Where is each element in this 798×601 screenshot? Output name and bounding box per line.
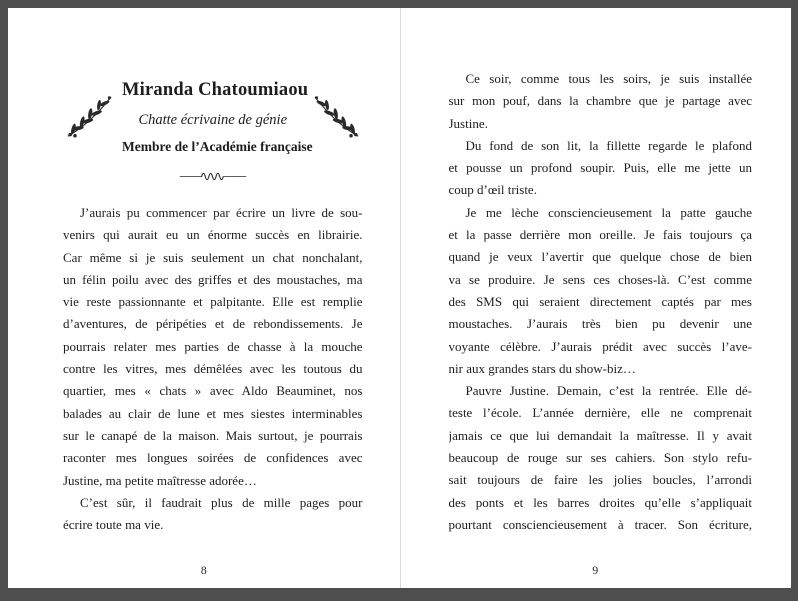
paragraph [449, 135, 753, 202]
text-line: Justine. [448, 115, 488, 131]
text-line: voyante célèbre. J’aurais prédit avec succès l’ave- [448, 338, 752, 354]
text-line: quartier, mes « chats » avec Aldo Beauminet, nos [63, 383, 363, 399]
text-line: J’aurais pu commencer par écrire un livre de sou- [80, 205, 363, 220]
text-line: Du fond de son lit, la fillette regarde le plafond [465, 137, 752, 153]
text-line: sur le canapé de la maison. Mais surtout, je pourrais [63, 427, 363, 443]
page-left[interactable] [8, 8, 400, 588]
text-line: sur mon pouf, dans la chambre que je partage avec [448, 93, 752, 109]
text-line: des SMS qui seraient directement captés par mes [448, 293, 752, 309]
text-line: Je me lèche consciencieusement la patte gauche [465, 204, 752, 220]
text-line: quand je veux l’avertir que quelque chose de bien [448, 249, 752, 265]
chapter-header [63, 78, 363, 156]
text-line: venirs qui aurait eu un énorme succès en librairie. [63, 227, 363, 243]
paragraph [449, 68, 753, 135]
text-line: nir aux grandes stars du show-biz… [448, 360, 636, 376]
text-line: Ce soir, comme tous les soirs, je suis installée [465, 71, 752, 86]
text-line: moustaches. J’aurais très bien pu devenir une [448, 316, 752, 332]
chapter-title-block [122, 78, 313, 156]
chapter-affiliation: Membre de l’Académie française [122, 139, 313, 154]
text-line: Pauvre Justine. Demain, c’est la rentrée. Elle dé- [465, 383, 752, 399]
text-line: pourrais relater mes parties de chasse à la mouche [63, 338, 363, 354]
text-line: Justine, ma petite maîtresse adorée… [63, 472, 257, 488]
olive-branch-left-icon [63, 91, 119, 143]
text-line: pourtant consciencieusement à tracer. Son écriture, [448, 516, 752, 532]
text-line: balades au clair de lune et mes siestes interminables [63, 405, 363, 421]
text-line: écrire toute ma vie. [63, 517, 164, 533]
text-line: jamais ce que lui demandait la maîtresse. Il y avait [448, 427, 752, 443]
book-spread [8, 8, 791, 588]
left-page-text [63, 202, 363, 536]
text-line: des ponts et les barres droites qu’elle s’appliquait [448, 494, 752, 510]
text-line: un félin poilu avec des griffes et des moustaches, ma [63, 271, 363, 287]
paragraph [449, 202, 753, 380]
text-line: Car même si je suis seulement un chat nonchalant, [63, 249, 363, 265]
text-line: coup d’œil triste. [448, 182, 537, 198]
text-line: C’est sûr, il faudrait plus de mille pages pour [80, 494, 363, 510]
right-page-text [449, 68, 753, 536]
text-line: vie reste passionnante et palpitante. Elle est remplie [63, 294, 363, 310]
paragraph [449, 380, 753, 536]
page-number-left: 8 [200, 563, 207, 577]
paragraph [63, 492, 363, 537]
page-number-right: 9 [592, 563, 599, 577]
text-line: et la passe derrière mon oreille. Je fais toujours ça [448, 227, 752, 243]
text-line: beaucoup de rouge sur ses cahiers. Son stylo refu- [448, 450, 752, 466]
text-line: d’aventures, de péripéties et de rebondissements. Je [63, 316, 363, 332]
olive-branch-right-icon [307, 91, 363, 143]
chapter-title: Miranda Chatoumiaou [122, 80, 309, 100]
text-line: contre les vitres, mes démêlées avec les toutous du [63, 361, 363, 377]
page-right[interactable] [400, 8, 792, 588]
text-line: va se produire. Je sens ces choses-là. C’est comme [448, 271, 752, 287]
text-line: teste l’école. L’année dernière, elle ne comprenait [448, 405, 752, 421]
text-line: raconter mes longues soirées de confidences avec [63, 450, 363, 466]
text-line: sait toujours de faire les jolies boucles, l’arrondi [448, 472, 752, 488]
chapter-subtitle: Chatte écrivaine de génie [138, 112, 288, 128]
squiggle-divider-icon [63, 170, 363, 182]
paragraph [63, 202, 363, 492]
text-line: et pousse un profond soupir. Puis, elle me jette un [448, 160, 752, 176]
